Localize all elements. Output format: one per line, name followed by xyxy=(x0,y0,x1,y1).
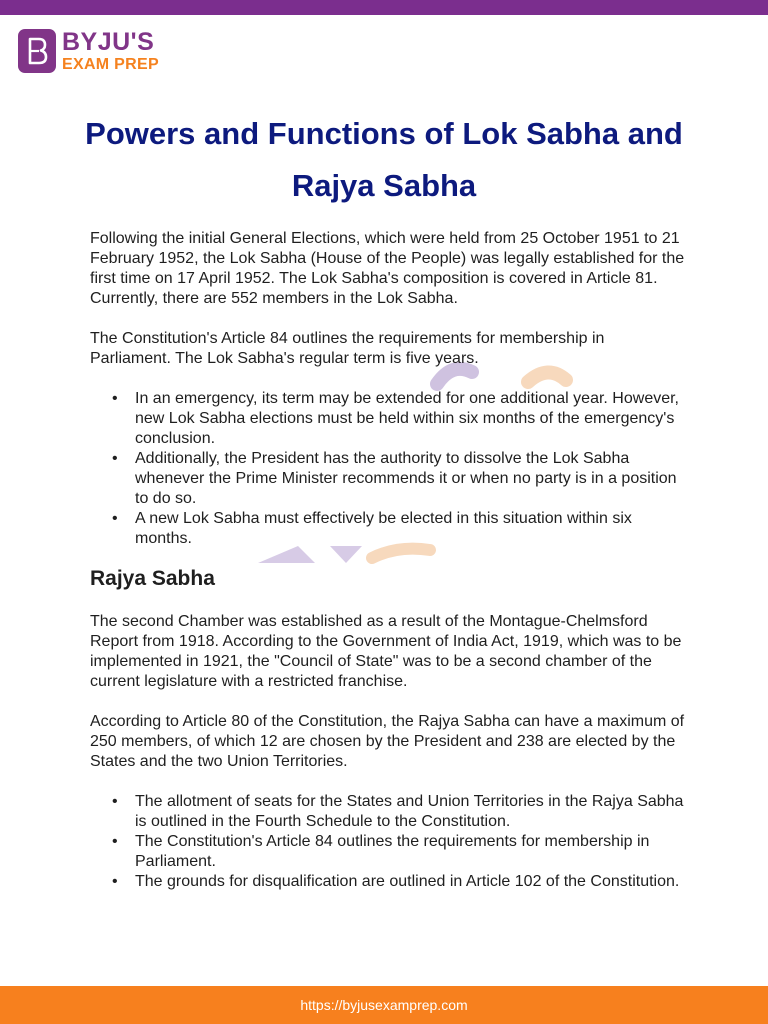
list-item: • The allotment of seats for the States and Union Territories in the Rajya Sabha is outlined in the Fourth Schedule to the Constitution. xyxy=(90,792,685,832)
document-body xyxy=(90,229,685,909)
list-item: • The Constitution's Article 84 outlines the requirements for membership in Parliament. xyxy=(90,832,685,872)
byjus-b-icon xyxy=(18,29,56,73)
lok-sabha-bullet-list xyxy=(90,389,685,549)
top-accent-bar xyxy=(0,0,768,15)
intro-paragraph-2: The Constitution's Article 84 outlines the requirements for membership in Parliament. The Lok Sabha's regular term is five years. xyxy=(90,330,605,367)
list-item: • In an emergency, its term may be extended for one additional year. However, new Lok Sabha elections must be held within six months of the emergency's conclusion. xyxy=(90,389,685,449)
brand-name: BYJU'S xyxy=(62,27,155,56)
list-item: • Additionally, the President has the authority to dissolve the Lok Sabha whenever the Prime Minister recommends it or when no party is in a position to do so. xyxy=(90,449,685,509)
list-item: • The grounds for disqualification are outlined in Article 102 of the Constitution. xyxy=(90,872,685,892)
page-title: Powers and Functions of Lok Sabha and Rajya Sabha xyxy=(85,116,683,203)
section-heading-rajya-sabha: Rajya Sabha xyxy=(90,567,215,590)
footer-website-link[interactable]: https://byjusexamprep.com xyxy=(300,997,468,1013)
brand-subtitle: EXAM PREP xyxy=(62,55,159,73)
rajya-paragraph-1: The second Chamber was established as a result of the Montague-Chelmsford Report from 1918. According to the Government of India Act, 1919, which was to be implemented in 1921, the "Council of State" was to be a second chamber of the current legislature with a restricted franchise. xyxy=(90,613,682,690)
list-item: • A new Lok Sabha must effectively be elected in this situation within six months. xyxy=(90,509,685,549)
intro-paragraph-1: Following the initial General Elections, which were held from 25 October 1951 to 21 February 1952, the Lok Sabha (House of the People) was legally established for the first time on 17 April 1952. The Lok Sabha's composition is covered in Article 81. Currently, there are 552 members in the Lok Sabha. xyxy=(90,230,685,307)
rajya-paragraph-2: According to Article 80 of the Constitution, the Rajya Sabha can have a maximum of 250 members, of which 12 are chosen by the President and 238 are elected by the States and the two Union Territories. xyxy=(90,713,685,770)
footer-bar xyxy=(0,986,768,1024)
byjus-logo xyxy=(18,29,159,73)
rajya-sabha-bullet-list xyxy=(90,792,685,892)
